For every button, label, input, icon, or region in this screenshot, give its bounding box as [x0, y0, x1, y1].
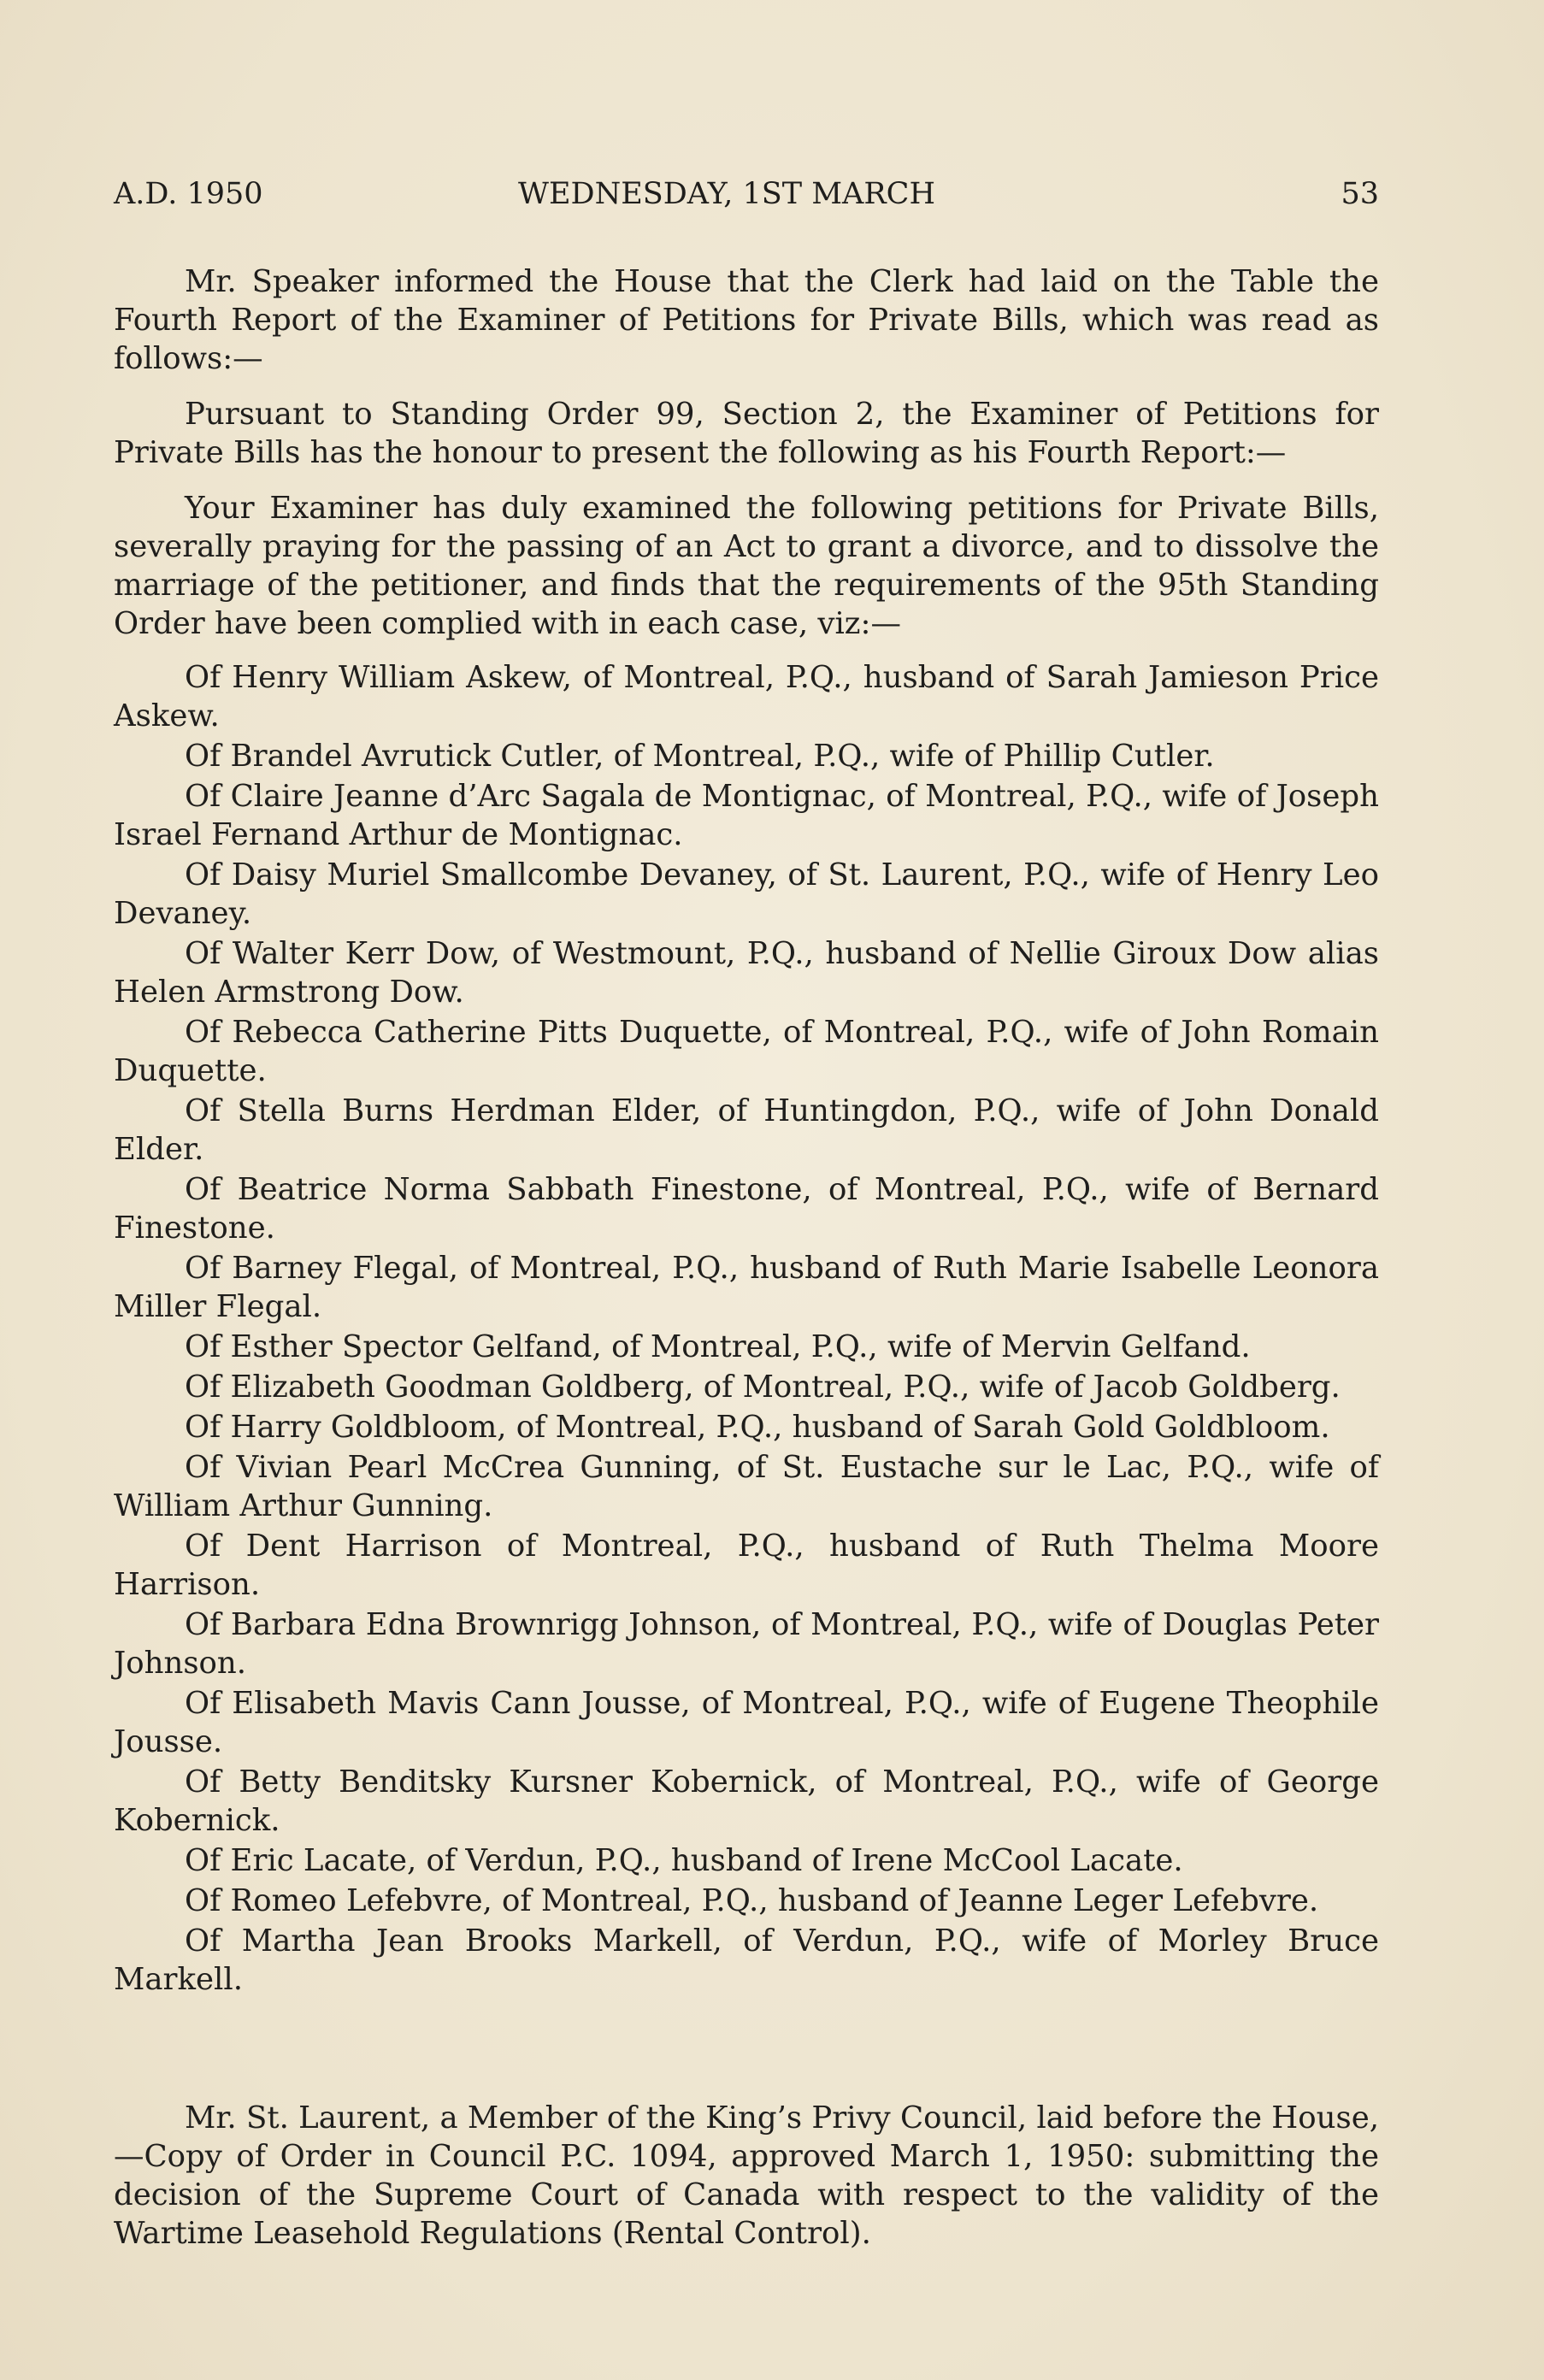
petition-item: Of Betty Benditsky Kursner Kobernick, of Montreal, P.Q., wife of George Kobernick.	[114, 1764, 1379, 1838]
petition-item: Of Beatrice Norma Sabbath Finestone, of Montreal, P.Q., wife of Bernard Finestone.	[114, 1172, 1379, 1246]
petition-item: Of Elizabeth Goodman Goldberg, of Montreal, P.Q., wife of Jacob Goldberg.	[185, 1370, 1341, 1405]
petition-item: Of Esther Spector Gelfand, of Montreal, P.Q., wife of Mervin Gelfand.	[185, 1329, 1251, 1364]
petition-item: Of Claire Jeanne d’Arc Sagala de Montignac, of Montreal, P.Q., wife of Joseph Israel Fernand Arthur de Montignac.	[114, 779, 1379, 852]
petition-item: Of Rebecca Catherine Pitts Duquette, of Montreal, P.Q., wife of John Romain Duquette.	[114, 1015, 1379, 1088]
header-year: A.D. 1950	[114, 177, 263, 211]
petition-item: Of Barney Flegal, of Montreal, P.Q., husband of Ruth Marie Isabelle Leonora Miller Flegal.	[114, 1251, 1379, 1324]
petition-item: Of Stella Burns Herdman Elder, of Huntingdon, P.Q., wife of John Donald Elder.	[114, 1093, 1379, 1167]
petition-item: Of Harry Goldbloom, of Montreal, P.Q., husband of Sarah Gold Goldbloom.	[185, 1410, 1330, 1445]
petition-item: Of Romeo Lefebvre, of Montreal, P.Q., husband of Jeanne Leger Lefebvre.	[185, 1883, 1319, 1918]
pursuant-paragraph: Pursuant to Standing Order 99, Section 2, the Examiner of Petitions for Private Bills has the honour to present the following as his Fourth Report:—	[114, 397, 1379, 470]
petition-item: Of Martha Jean Brooks Markell, of Verdun, P.Q., wife of Morley Bruce Markell.	[114, 1923, 1379, 1997]
petition-item: Of Walter Kerr Dow, of Westmount, P.Q., husband of Nellie Giroux Dow alias Helen Armstrong Dow.	[114, 936, 1379, 1010]
petition-item: Of Henry William Askew, of Montreal, P.Q., husband of Sarah Jamieson Price Askew.	[114, 660, 1379, 733]
page-number: 53	[1341, 177, 1379, 211]
page-body	[114, 262, 1379, 2253]
petition-item: Of Vivian Pearl McCrea Gunning, of St. Eustache sur le Lac, P.Q., wife of William Arthur Gunning.	[114, 1450, 1379, 1523]
closing-paragraph: Mr. St. Laurent, a Member of the King’s Privy Council, laid before the House,—Copy of Order in Council P.C. 1094, approved March 1, 1950: submitting the decision of the Supreme Court of Canada with respect to the validity of the Wartime Leasehold Regulations (Rental Control).	[114, 2100, 1379, 2251]
petition-item: Of Brandel Avrutick Cutler, of Montreal, P.Q., wife of Phillip Cutler.	[185, 739, 1215, 774]
header-date: WEDNESDAY, 1ST MARCH	[518, 177, 935, 211]
intro-paragraph: Mr. Speaker informed the House that the Clerk had laid on the Table the Fourth Report of the Examiner of Petitions for Private Bills, which was read as follows:—	[114, 264, 1379, 376]
petition-item: Of Dent Harrison of Montreal, P.Q., husband of Ruth Thelma Moore Harrison.	[114, 1529, 1379, 1602]
running-header	[114, 175, 1379, 213]
examiner-paragraph: Your Examiner has duly examined the following petitions for Private Bills, severally praying for the passing of an Act to grant a divorce, and to dissolve the marriage of the petitioner, and finds that the requirements of the 95th Standing Order have been complied with in each case, viz:—	[114, 491, 1379, 641]
petition-item: Of Eric Lacate, of Verdun, P.Q., husband of Irene McCool Lacate.	[185, 1843, 1183, 1878]
petition-item: Of Elisabeth Mavis Cann Jousse, of Montreal, P.Q., wife of Eugene Theophile Jousse.	[114, 1686, 1379, 1759]
petition-item: Of Barbara Edna Brownrigg Johnson, of Montreal, P.Q., wife of Douglas Peter Johnson.	[114, 1607, 1379, 1681]
petition-item: Of Daisy Muriel Smallcombe Devaney, of St. Laurent, P.Q., wife of Henry Leo Devaney.	[114, 857, 1379, 931]
